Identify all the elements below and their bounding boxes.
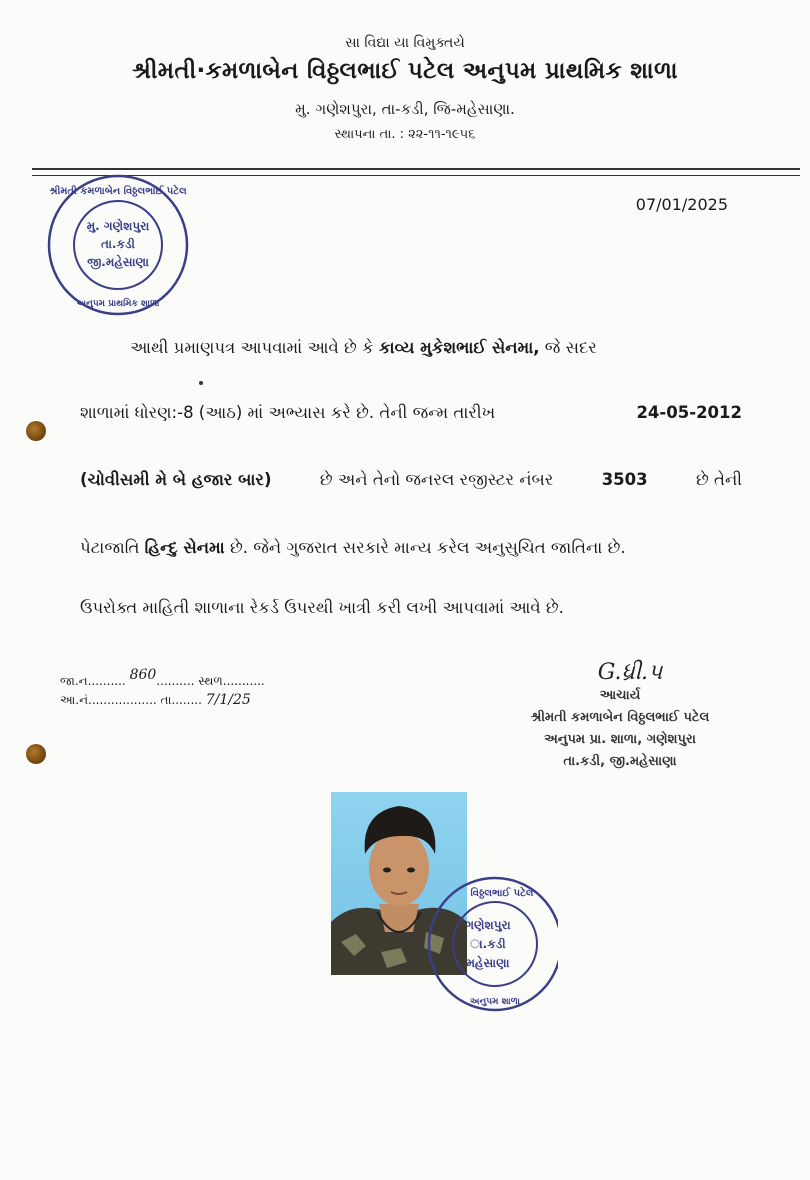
line4-end: છે. જેને ગુજરાત સરકારે માન્ય કરેલ અનુસુચિત જાતિના છે. [229,538,626,557]
stamp-line-1: મુ. ગણેશપુરા [86,219,150,233]
handwritten-signature: G.ધ્રી.પ [597,660,663,685]
establishment-date: સ્થાપના તા. : ૨૨-૧૧-૧૯૫૬ [334,127,476,142]
place-label: સ્થળ [198,674,223,688]
student-name: કાવ્ય મુકેશભાઈ સેનમા, [378,338,540,357]
line4-start: પેટાજાતિ [80,538,140,557]
svg-text:અનુપમ શાળા: અનુપમ શાળા [470,997,520,1007]
punch-hole-bottom [26,744,46,764]
line2-text: શાળામાં ધોરણ:-8 (આઠ) માં અભ્યાસ કરે છે. તેની જન્મ તારીખ [80,403,496,422]
stamp-line-3: જી.મહેસાણા [87,255,149,269]
line1-end: જે સદર [544,338,597,357]
principal-school-line-3: તા.કડી, જી.મહેસાણા [563,754,677,769]
punch-hole-top [26,421,46,441]
register-number: 3503 [601,470,648,489]
svg-text:ા.કડી: ા.કડી [470,937,506,951]
stamp-line-2: તા.કડી [101,237,135,251]
header-divider-thick [32,168,800,170]
body-line-3 [80,472,742,489]
body-line-4 [80,540,742,557]
outward-number: 860 [129,667,157,683]
school-name: શ્રીમતી·કમળાબેન વિઠ્ઠલભાઈ પટેલ અનુપમ પ્રાથમિક શાળા [132,58,678,84]
inward-label: આ.નં [60,693,89,707]
line3-text: છે અને તેનો જનરલ રજીસ્ટર નંબર [319,470,554,489]
principal-title: આચાર્ય [599,688,641,703]
line3-end: છે તેની [696,470,742,489]
ref-date: 7/1/25 [205,692,251,708]
svg-text:વિઠ્ઠલભાઈ પટેલ: વિઠ્ઠલભાઈ પટેલ [470,888,534,899]
photo-attest-stamp [420,864,558,1022]
svg-text:મહેસાણા: મહેસાણા [466,956,510,970]
school-round-stamp [45,172,191,318]
birth-date-words: (ચોવીસમી મે બે હજાર બાર) [80,470,272,489]
body-line-5: ઉપરોક્ત માહિતી શાળાના રેકર્ડ ઉપરથી ખાત્રી કરી લખી આપવામાં આવે છે. [80,598,564,617]
body-line-2 [80,405,742,422]
svg-text:ગણેશપુરા: ગણેશપુરા [465,918,511,932]
outward-label: જા.ન [60,674,88,688]
reference-numbers: જા.ન.......... 860.......... સ્થળ........... આ.નં.................. તા........ 7/1/25 [60,667,265,708]
school-motto: સા વિદ્યા યા વિમુક્તયે [345,35,465,51]
school-address: મુ. ગણેશપુરા, તા-કડી, જિ-મહેસાણા. [295,100,515,118]
principal-signature-block [500,660,740,773]
svg-text:શ્રીમતી કમળાબેન વિઠ્ઠલભાઈ પટેલ: શ્રીમતી કમળાબેન વિઠ્ઠલભાઈ પટેલ [49,186,187,197]
line1-start: આથી પ્રમાણપત્ર આપવામાં આવે છે કે [130,338,374,357]
principal-school-line-1: શ્રીમતી કમળાબેન વિઠ્ઠલભાઈ પટેલ [530,710,710,725]
ink-dot [199,381,203,385]
body-line-1 [80,340,742,357]
svg-text:અનુપમ પ્રાથમિક શાળા: અનુપમ પ્રાથમિક શાળા [76,299,160,309]
birth-date: 24-05-2012 [636,403,742,422]
certificate-date: 07/01/2025 [635,195,728,214]
subcaste: હિન્દુ સેનમા [144,538,225,557]
principal-school-line-2: અનુપમ પ્રા. શાળા, ગણેશપુરા [544,732,696,747]
ref-date-label: તા. [160,693,176,707]
